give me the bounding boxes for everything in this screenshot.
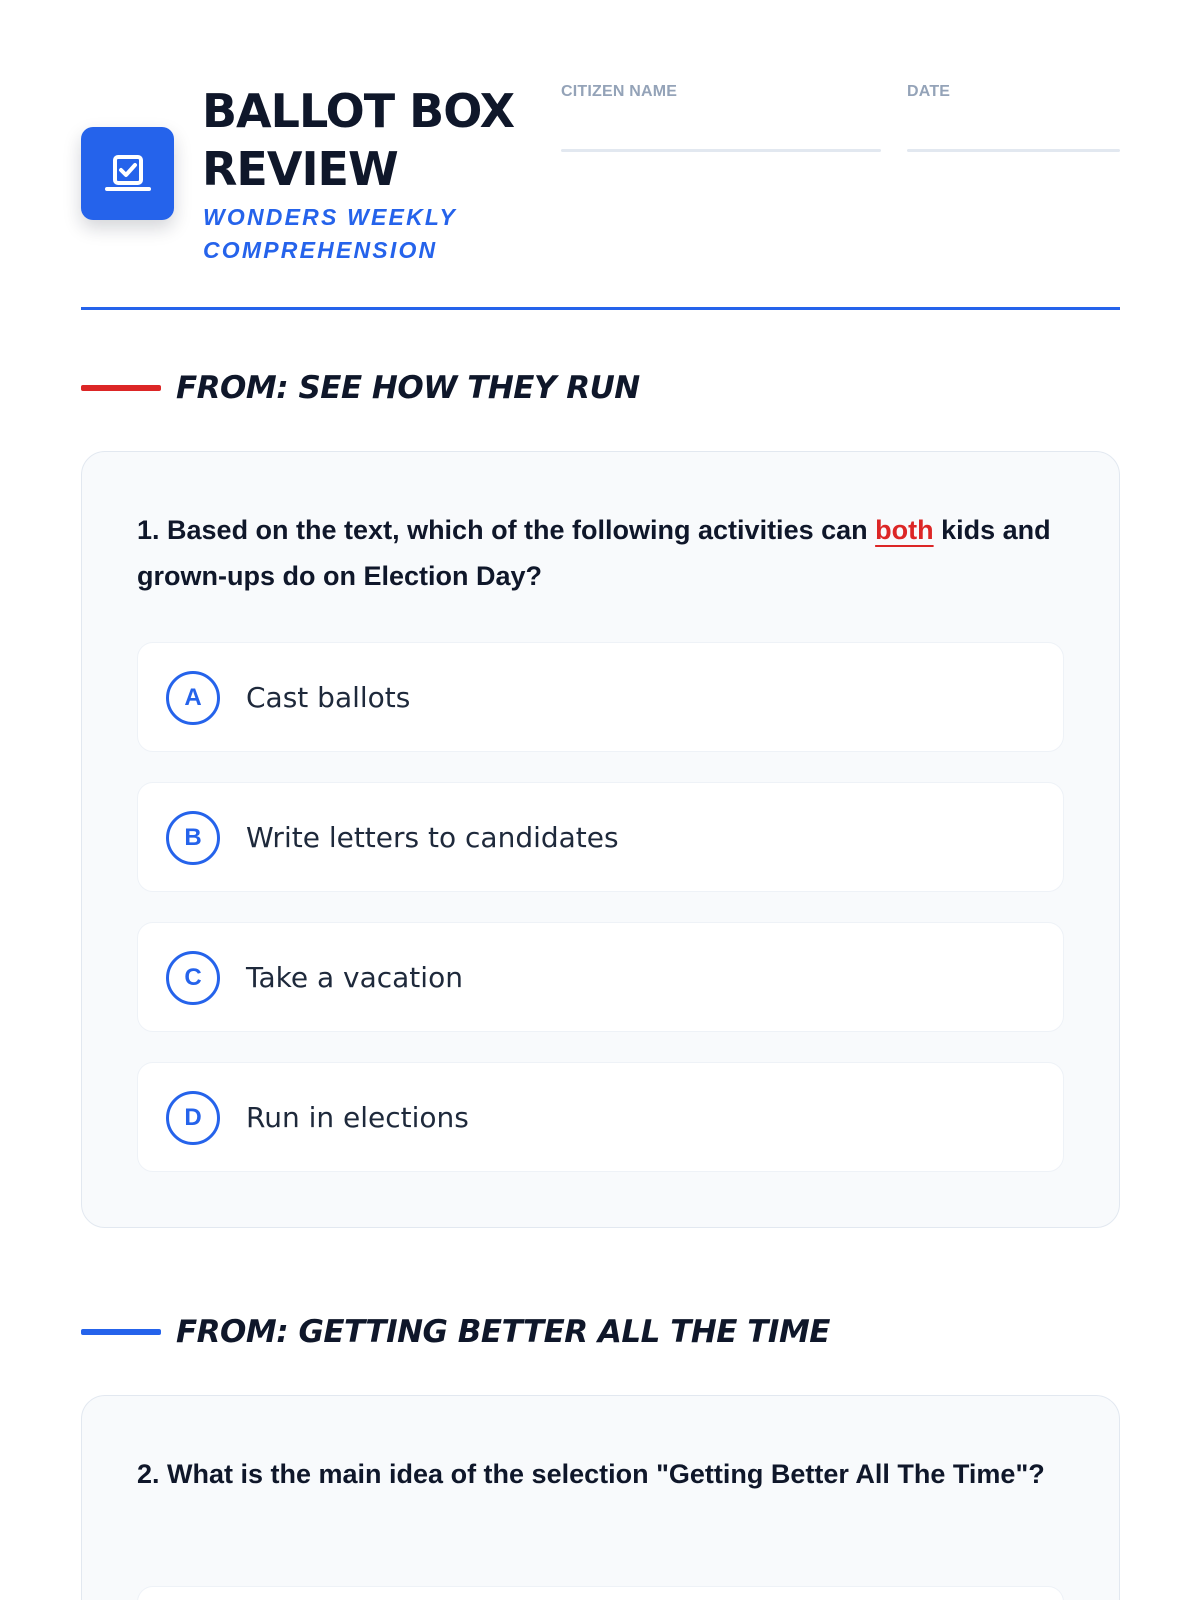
worksheet-subtitle: WONDERS WEEKLY COMPREHENSION	[203, 204, 457, 263]
section-header	[81, 370, 1120, 406]
section-header	[81, 1314, 1120, 1350]
citizen-name-field[interactable]	[561, 83, 881, 152]
answer-option-b[interactable]	[137, 782, 1064, 892]
citizen-name-label: CITIZEN NAME	[561, 83, 678, 100]
date-line[interactable]	[907, 149, 1120, 152]
logo-badge	[81, 127, 174, 220]
answer-option-c[interactable]	[137, 922, 1064, 1032]
worksheet-header	[81, 78, 1120, 310]
worksheet-title: BALLOT BOX REVIEW	[202, 84, 515, 196]
answer-option-a[interactable]	[137, 1586, 1064, 1600]
option-letter: A	[166, 671, 220, 725]
option-text: Take a vacation	[246, 961, 463, 994]
question-text: 2. What is the main idea of the selection "Getting Better All The Time"?	[137, 1459, 1045, 1489]
question-emphasis: both	[875, 515, 934, 545]
ballot-box-icon	[104, 153, 152, 195]
section-accent-bar	[81, 385, 161, 391]
citizen-name-line[interactable]	[561, 149, 881, 152]
section-title: FROM: SEE HOW THEY RUN	[176, 370, 640, 406]
answer-option-d[interactable]	[137, 1062, 1064, 1172]
option-text: Write letters to candidates	[246, 821, 619, 854]
section-accent-bar	[81, 1329, 161, 1335]
date-label: DATE	[907, 83, 951, 100]
option-letter: C	[166, 951, 220, 1005]
option-text: Cast ballots	[246, 681, 411, 714]
option-text: Run in elections	[246, 1101, 469, 1134]
question-text: 1. Based on the text, which of the following activities can both kids and grown-ups do on Election Day?	[137, 515, 1051, 591]
date-field[interactable]	[907, 83, 1120, 152]
question-card	[81, 1395, 1120, 1600]
question-card	[81, 451, 1120, 1228]
section-title: FROM: GETTING BETTER ALL THE TIME	[176, 1314, 830, 1350]
answer-option-a[interactable]	[137, 642, 1064, 752]
option-letter: D	[166, 1091, 220, 1145]
option-letter: B	[166, 811, 220, 865]
